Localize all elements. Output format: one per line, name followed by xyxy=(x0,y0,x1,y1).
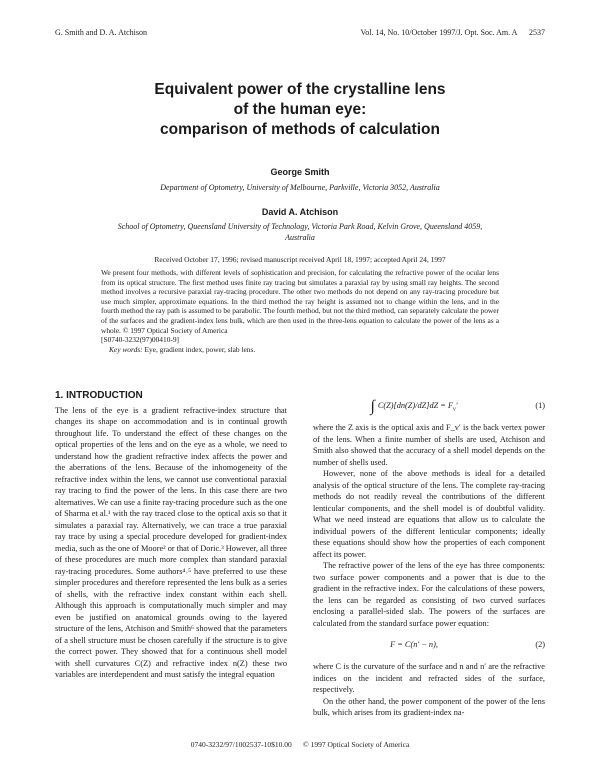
received-dates: Received October 17, 1996; revised manuscript received April 18, 1997; accepted April 24, 1997 xyxy=(154,255,446,264)
intro-paragraph-4: The refractive power of the lens of the eye has three components: two surface power components and a power that is due to the gradient in the refractive index. For the calculations of these powers, the lens can be regarded as consisting of two curved surfaces enclosing a parallel-sided slab. The powers of the surfaces are calculated from the standard surface power equation: xyxy=(313,561,545,628)
equation-1: ∫ $C(Z)[dn(Z)/dZ]dZ = F_v'$ (1) xyxy=(370,398,545,415)
integral-sign: ∫ xyxy=(370,398,375,415)
intro-paragraph-2: where the Z axis is the optical axis and F_v′ is the back vertex power of the lens. When a finite number of shells are used, Atchison and Smith also showed that the accuracy of a shell model depends on the number of shells used. xyxy=(313,423,545,467)
left-column xyxy=(55,390,287,681)
section-heading: 1. INTRODUCTION xyxy=(55,390,143,401)
keywords-label: Key words: xyxy=(109,344,143,354)
author-2-affiliation: School of Optometry, Queensland University of Technology, Victoria Park Road, Kelvin Grove, Queensland 4059, Australia xyxy=(117,222,483,242)
running-head-authors: G. Smith and D. A. Atchison xyxy=(55,28,148,37)
intro-paragraph-5: where C is the curvature of the surface and n and n′ are the refractive indices on the incident and refracted sides of the surface, respectively. xyxy=(313,662,545,694)
abstract-text: We present four methods, with different levels of sophistication and precision, for calculating the refractive power of the ocular lens from its optical structure. The first method uses finite ray tracing but simulates a paraxial ray by using small ray heights. The second method involves a recursive paraxial ray-tracing procedure. The other two methods do not depend on any ray-tracing procedure but use much simpler, approximate equations. In the third method the ray height is assumed not to change within the lens, and in the fourth method the ray path is assumed to be parabolic. The fourth method, but not the third method, can separately calculate the power of the surfaces and the gradient-index lens bulk, which are then used in the three-lens equation to calculate the power of the lens as a whole. © 1997 Optical Society of America xyxy=(101,268,499,335)
author-2-name: David A. Atchison xyxy=(261,207,339,217)
keywords-line xyxy=(101,345,499,355)
intro-paragraph-3: However, none of the above methods is ideal for a detailed analysis of the optical structure of the lens. The complete ray-tracing methods do not readily reveal the contributions of the different lenticular components, and the shell model is of doubtful validity. What we need instead are equations that allow us to calculate the individual powers of the different lenticular components; ideally these equations should show how the properties of each component affect its power. xyxy=(313,469,545,559)
author-1-name: George Smith xyxy=(270,167,330,177)
right-column xyxy=(313,390,545,719)
equation-1-subscript: v xyxy=(453,406,456,413)
intro-paragraph-1: The lens of the eye is a gradient refractive-index structure that changes its shape on accommodation and is in continual growth throughout life. To understand the effect of these changes on the optical properties of the lens and on the eye as a whole, we need to understand how the gradient refractive index affects the power and the aberrations of the lens. Because of the inhomogeneity of the refractive index within the lens, we cannot use conventional paraxial ray tracing to find the power of the lens. In this case there are two alternatives. We can use a finite ray-tracing procedure such as the one of Sharma et al.¹ with the ray traced close to the optical axis so that it simulates a paraxial ray. Alternatively, we can trace a true paraxial ray trace by using a special procedure developed for gradient-index media, such as the one of Moore² or that of Doric.³ However, all three of these procedures are much more complex than standard paraxial ray-tracing procedures. Some authors⁴˒⁵ have preferred to use these simpler procedures and therefore represented the lens bulk as a series of shells, with the refractive index constant within each shell. Although this approach is computationally much simpler and may even be justified on anatomical grounds owing to the layered structure of the lens, Atchison and Smith⁶ showed that the parameters of a shell structure must be chosen carefully if the structure is to give the correct power. They showed that for a continuous shell model with shell curvatures C(Z) and refractive index n(Z) these two variables are interdependent and must satisfy the integral equation xyxy=(55,405,287,679)
keywords: Eye, gradient index, power, slab lens. xyxy=(144,344,256,354)
equation-2-body: F = C(n′ − n), xyxy=(390,640,438,649)
equation-1-body: C(Z)[dn(Z)/dZ]dZ = F xyxy=(377,401,454,410)
intro-paragraph-6: On the other hand, the power component of the power of the lens bulk, which arises from its gradient-index na- xyxy=(313,696,545,717)
title-line-3: comparison of methods of calculation xyxy=(160,121,440,138)
abstract xyxy=(101,268,499,354)
author-1-affiliation: Department of Optometry, University of Melbourne, Parkville, Victoria 3052, Australia xyxy=(160,183,440,192)
running-head-journal: Vol. 14, No. 10/October 1997/J. Opt. Soc. Am. A 2537 xyxy=(360,28,545,37)
title-line-1: Equivalent power of the crystalline lens xyxy=(154,81,446,98)
equation-2 xyxy=(313,633,545,657)
title-line-2: of the human eye: xyxy=(233,101,367,118)
abstract-code: [S0740-3232(97)00410-9] xyxy=(101,335,180,345)
equation-1-number: (1) xyxy=(535,401,545,410)
footer-copyright: 0740-3232/97/1002537-10$10.00 © 1997 Optical Society of America xyxy=(190,740,410,749)
equation-2-number: (2) xyxy=(535,640,545,649)
article-title xyxy=(55,80,545,140)
